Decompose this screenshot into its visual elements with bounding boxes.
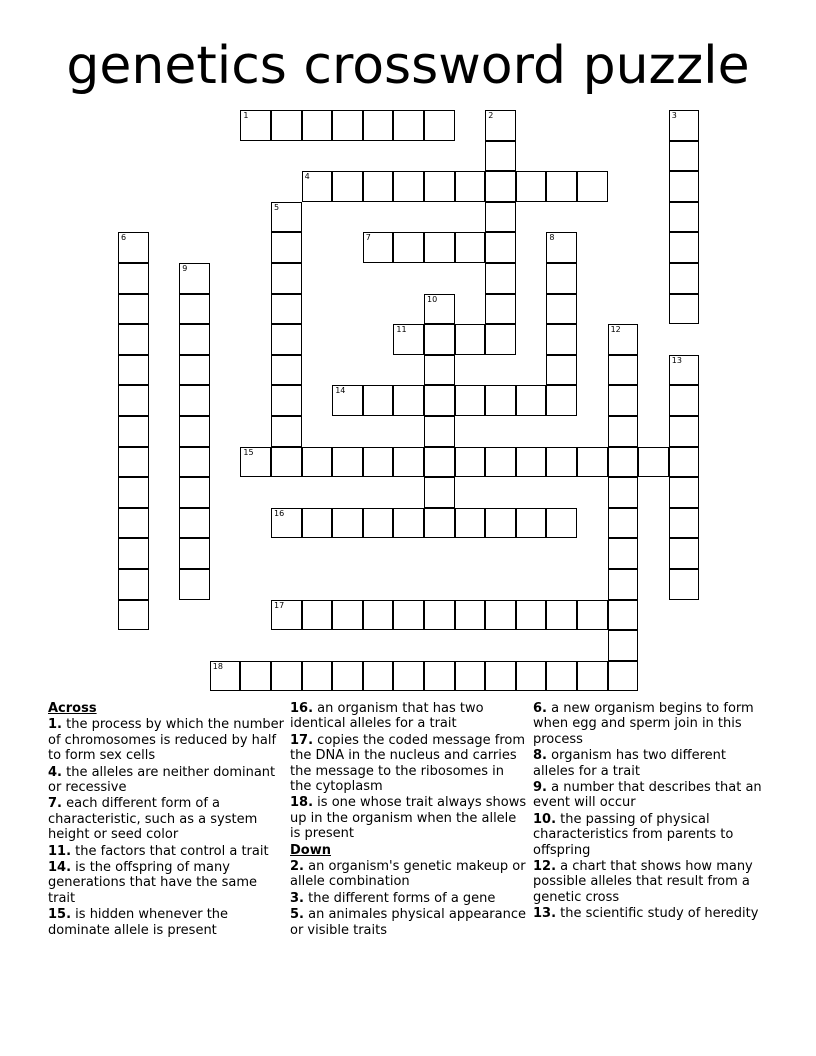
grid-cell[interactable] [485,110,516,141]
grid-cell[interactable] [424,110,455,141]
grid-cell[interactable] [608,508,639,539]
grid-cell[interactable] [546,447,577,478]
clue-across-11: 11. the factors that control a trait [48,843,269,859]
grid-cell[interactable] [608,538,639,569]
clue-across-17: 17. copies the coded message from the DNA in the nucleus and carries the message to the ribosomes in the cytoplasm [290,732,526,795]
grid-cell[interactable] [424,661,455,692]
grid-cell[interactable] [424,508,455,539]
grid-cell[interactable] [332,385,363,416]
grid-cell[interactable] [424,232,455,263]
grid-cell[interactable] [455,661,486,692]
grid-cell[interactable] [118,569,149,600]
clue-across-18: 18. is one whose trait always shows up in the organism when the allele is present [290,795,527,842]
grid-cell[interactable] [179,477,210,508]
grid-cell[interactable] [485,600,516,631]
clue-across-7: 7. each different form of a characteristic, such as a system height or seed color [48,796,258,843]
grid-cell[interactable] [669,202,700,233]
grid-cell[interactable] [271,294,302,325]
grid-cell[interactable] [485,202,516,233]
grid-cell[interactable] [669,110,700,141]
grid-cell[interactable] [271,661,302,692]
grid-cell[interactable] [608,569,639,600]
grid-cell[interactable] [363,447,394,478]
clue-number: 5 [274,202,280,212]
grid-cell[interactable] [485,385,516,416]
grid-cell[interactable] [546,385,577,416]
grid-cell[interactable] [424,447,455,478]
grid-cell[interactable] [608,385,639,416]
clue-number: 18 [212,661,223,671]
grid-cell[interactable] [302,171,333,202]
grid-cell[interactable] [424,171,455,202]
grid-cell[interactable] [638,447,669,478]
clue-number: 12 [610,325,621,335]
grid-cell[interactable] [271,355,302,386]
grid-cell[interactable] [669,232,700,263]
grid-cell[interactable] [516,600,547,631]
grid-cell[interactable] [210,661,241,692]
grid-cell[interactable] [424,385,455,416]
clue-down-2: 2. an organism's genetic makeup or allele combination [290,859,526,890]
grid-cell[interactable] [485,508,516,539]
grid-cell[interactable] [302,110,333,141]
grid-cell[interactable] [271,324,302,355]
grid-cell[interactable] [332,110,363,141]
grid-cell[interactable] [118,477,149,508]
grid-cell[interactable] [179,569,210,600]
grid-cell[interactable] [669,447,700,478]
clue-across-16: 16. an organism that has two identical alleles for a trait [290,701,484,732]
grid-cell[interactable] [118,416,149,447]
grid-cell[interactable] [424,294,455,325]
clues-column-2 [290,701,528,939]
grid-cell[interactable] [393,447,424,478]
grid-cell[interactable] [669,477,700,508]
grid-cell[interactable] [424,324,455,355]
grid-cell[interactable] [332,661,363,692]
grid-cell[interactable] [363,385,394,416]
grid-cell[interactable] [424,416,455,447]
grid-cell[interactable] [546,324,577,355]
grid-cell[interactable] [516,661,547,692]
clues-column-3 [533,701,771,923]
grid-cell[interactable] [455,232,486,263]
grid-cell[interactable] [669,294,700,325]
grid-cell[interactable] [363,232,394,263]
grid-cell[interactable] [455,324,486,355]
grid-cell[interactable] [332,600,363,631]
grid-cell[interactable] [485,447,516,478]
clue-down-8: 8. organism has two different alleles for a trait [533,748,726,779]
grid-cell[interactable] [363,171,394,202]
grid-cell[interactable] [118,600,149,631]
grid-cell[interactable] [179,355,210,386]
clue-number: 7 [365,233,371,243]
grid-cell[interactable] [455,447,486,478]
grid-cell[interactable] [118,324,149,355]
grid-cell[interactable] [669,355,700,386]
grid-cell[interactable] [669,508,700,539]
grid-cell[interactable] [302,661,333,692]
clue-across-1: 1. the process by which the number of chromosomes is reduced by half to form sex cells [48,717,284,764]
grid-cell[interactable] [179,447,210,478]
grid-cell[interactable] [608,477,639,508]
grid-cell[interactable] [485,661,516,692]
clue-down-6: 6. a new organism begins to form when egg and sperm join in this process [533,701,754,747]
grid-cell[interactable] [546,661,577,692]
grid-cell[interactable] [302,447,333,478]
clue-across-4: 4. the alleles are neither dominant or recessive [48,764,276,796]
grid-cell[interactable] [669,569,700,600]
page-title: genetics crossword puzzle [66,36,750,96]
grid-cell[interactable] [240,447,271,478]
grid-cell[interactable] [577,661,608,692]
grid-cell[interactable] [669,171,700,202]
clue-number: 2 [488,111,494,120]
grid-cell[interactable] [669,416,700,447]
clue-number: 6 [121,233,127,243]
clue-number: 3 [671,111,677,120]
grid-cell[interactable] [179,294,210,325]
grid-cell[interactable] [179,324,210,355]
grid-cell[interactable] [332,171,363,202]
grid-cell[interactable] [271,416,302,447]
grid-cell[interactable] [516,385,547,416]
grid-cell[interactable] [118,355,149,386]
grid-cell[interactable] [608,630,639,661]
grid-cell[interactable] [118,232,149,263]
clue-number: 4 [304,172,310,182]
grid-cell[interactable] [577,600,608,631]
across-heading: Across [48,701,97,716]
grid-cell[interactable] [516,508,547,539]
grid-cell[interactable] [546,355,577,386]
grid-cell[interactable] [455,171,486,202]
grid-cell[interactable] [546,263,577,294]
grid-cell[interactable] [516,447,547,478]
grid-cell[interactable] [179,508,210,539]
clues-column-1 [48,701,286,939]
clue-number: 1 [243,111,249,120]
grid-cell[interactable] [393,110,424,141]
clue-number: 14 [335,386,346,396]
clue-down-12: 12. a chart that shows how many possible alleles that result from a genetic cross [533,859,753,905]
grid-cell[interactable] [577,447,608,478]
clue-down-10: 10. the passing of physical characteristics from parents to offspring [533,811,734,858]
grid-cell[interactable] [179,263,210,294]
grid-cell[interactable] [271,232,302,263]
grid-cell[interactable] [393,661,424,692]
clue-number: 16 [274,508,285,518]
grid-cell[interactable] [669,263,700,294]
grid-cell[interactable] [424,355,455,386]
grid-cell[interactable] [485,232,516,263]
grid-cell[interactable] [608,661,639,692]
clue-down-3: 3. the different forms of a gene [290,890,496,906]
clue-number: 17 [274,600,285,610]
grid-cell[interactable] [455,385,486,416]
clue-down-5: 5. an animales physical appearance or visible traits [290,907,526,938]
grid-cell[interactable] [393,600,424,631]
grid-cell[interactable] [118,294,149,325]
grid-cell[interactable] [608,355,639,386]
grid-cell[interactable] [332,447,363,478]
grid-cell[interactable] [271,508,302,539]
clue-number: 8 [549,233,555,243]
grid-cell[interactable] [455,508,486,539]
clue-number: 10 [427,294,438,304]
grid-cell[interactable] [485,171,516,202]
clue-number: 13 [671,355,682,365]
grid-cell[interactable] [363,508,394,539]
grid-cell[interactable] [546,600,577,631]
grid-cell[interactable] [240,661,271,692]
clue-number: 11 [396,325,407,335]
grid-cell[interactable] [271,202,302,233]
clue-number: 15 [243,447,254,457]
grid-cell[interactable] [516,171,547,202]
grid-cell[interactable] [393,324,424,355]
grid-cell[interactable] [669,141,700,172]
grid-cell[interactable] [608,447,639,478]
grid-cell[interactable] [363,600,394,631]
grid-cell[interactable] [271,110,302,141]
grid-cell[interactable] [608,600,639,631]
grid-cell[interactable] [332,508,363,539]
grid-cell[interactable] [577,171,608,202]
grid-cell[interactable] [485,141,516,172]
grid-cell[interactable] [393,508,424,539]
grid-cell[interactable] [271,600,302,631]
clue-down-9: 9. a number that describes that an event will occur [533,780,762,811]
grid-cell[interactable] [302,600,333,631]
grid-cell[interactable] [424,477,455,508]
clue-number: 9 [182,264,188,273]
grid-cell[interactable] [393,232,424,263]
grid-cell[interactable] [271,385,302,416]
grid-cell[interactable] [179,385,210,416]
grid-cell[interactable] [179,538,210,569]
grid-cell[interactable] [271,263,302,294]
grid-cell[interactable] [393,385,424,416]
grid-cell[interactable] [179,416,210,447]
grid-cell[interactable] [485,324,516,355]
grid-cell[interactable] [118,538,149,569]
grid-cell[interactable] [485,294,516,325]
grid-cell[interactable] [485,263,516,294]
grid-cell[interactable] [118,263,149,294]
grid-cell[interactable] [546,171,577,202]
grid-cell[interactable] [546,508,577,539]
grid-cell[interactable] [363,661,394,692]
grid-cell[interactable] [669,385,700,416]
grid-cell[interactable] [302,508,333,539]
grid-cell[interactable] [240,110,271,141]
clue-down-13: 13. the scientific study of heredity [533,906,759,922]
grid-cell[interactable] [271,447,302,478]
clue-across-14: 14. is the offspring of many generations that have the same trait [48,860,258,906]
grid-cell[interactable] [363,110,394,141]
grid-cell[interactable] [118,508,149,539]
grid-cell[interactable] [424,600,455,631]
grid-cell[interactable] [608,324,639,355]
grid-cell[interactable] [118,447,149,478]
grid-cell[interactable] [546,294,577,325]
clue-across-15: 15. is hidden whenever the dominate allele is present [48,907,229,938]
grid-cell[interactable] [546,232,577,263]
grid-cell[interactable] [669,538,700,569]
grid-cell[interactable] [118,385,149,416]
grid-cell[interactable] [608,416,639,447]
grid-cell[interactable] [455,600,486,631]
down-heading: Down [290,842,331,858]
grid-cell[interactable] [393,171,424,202]
